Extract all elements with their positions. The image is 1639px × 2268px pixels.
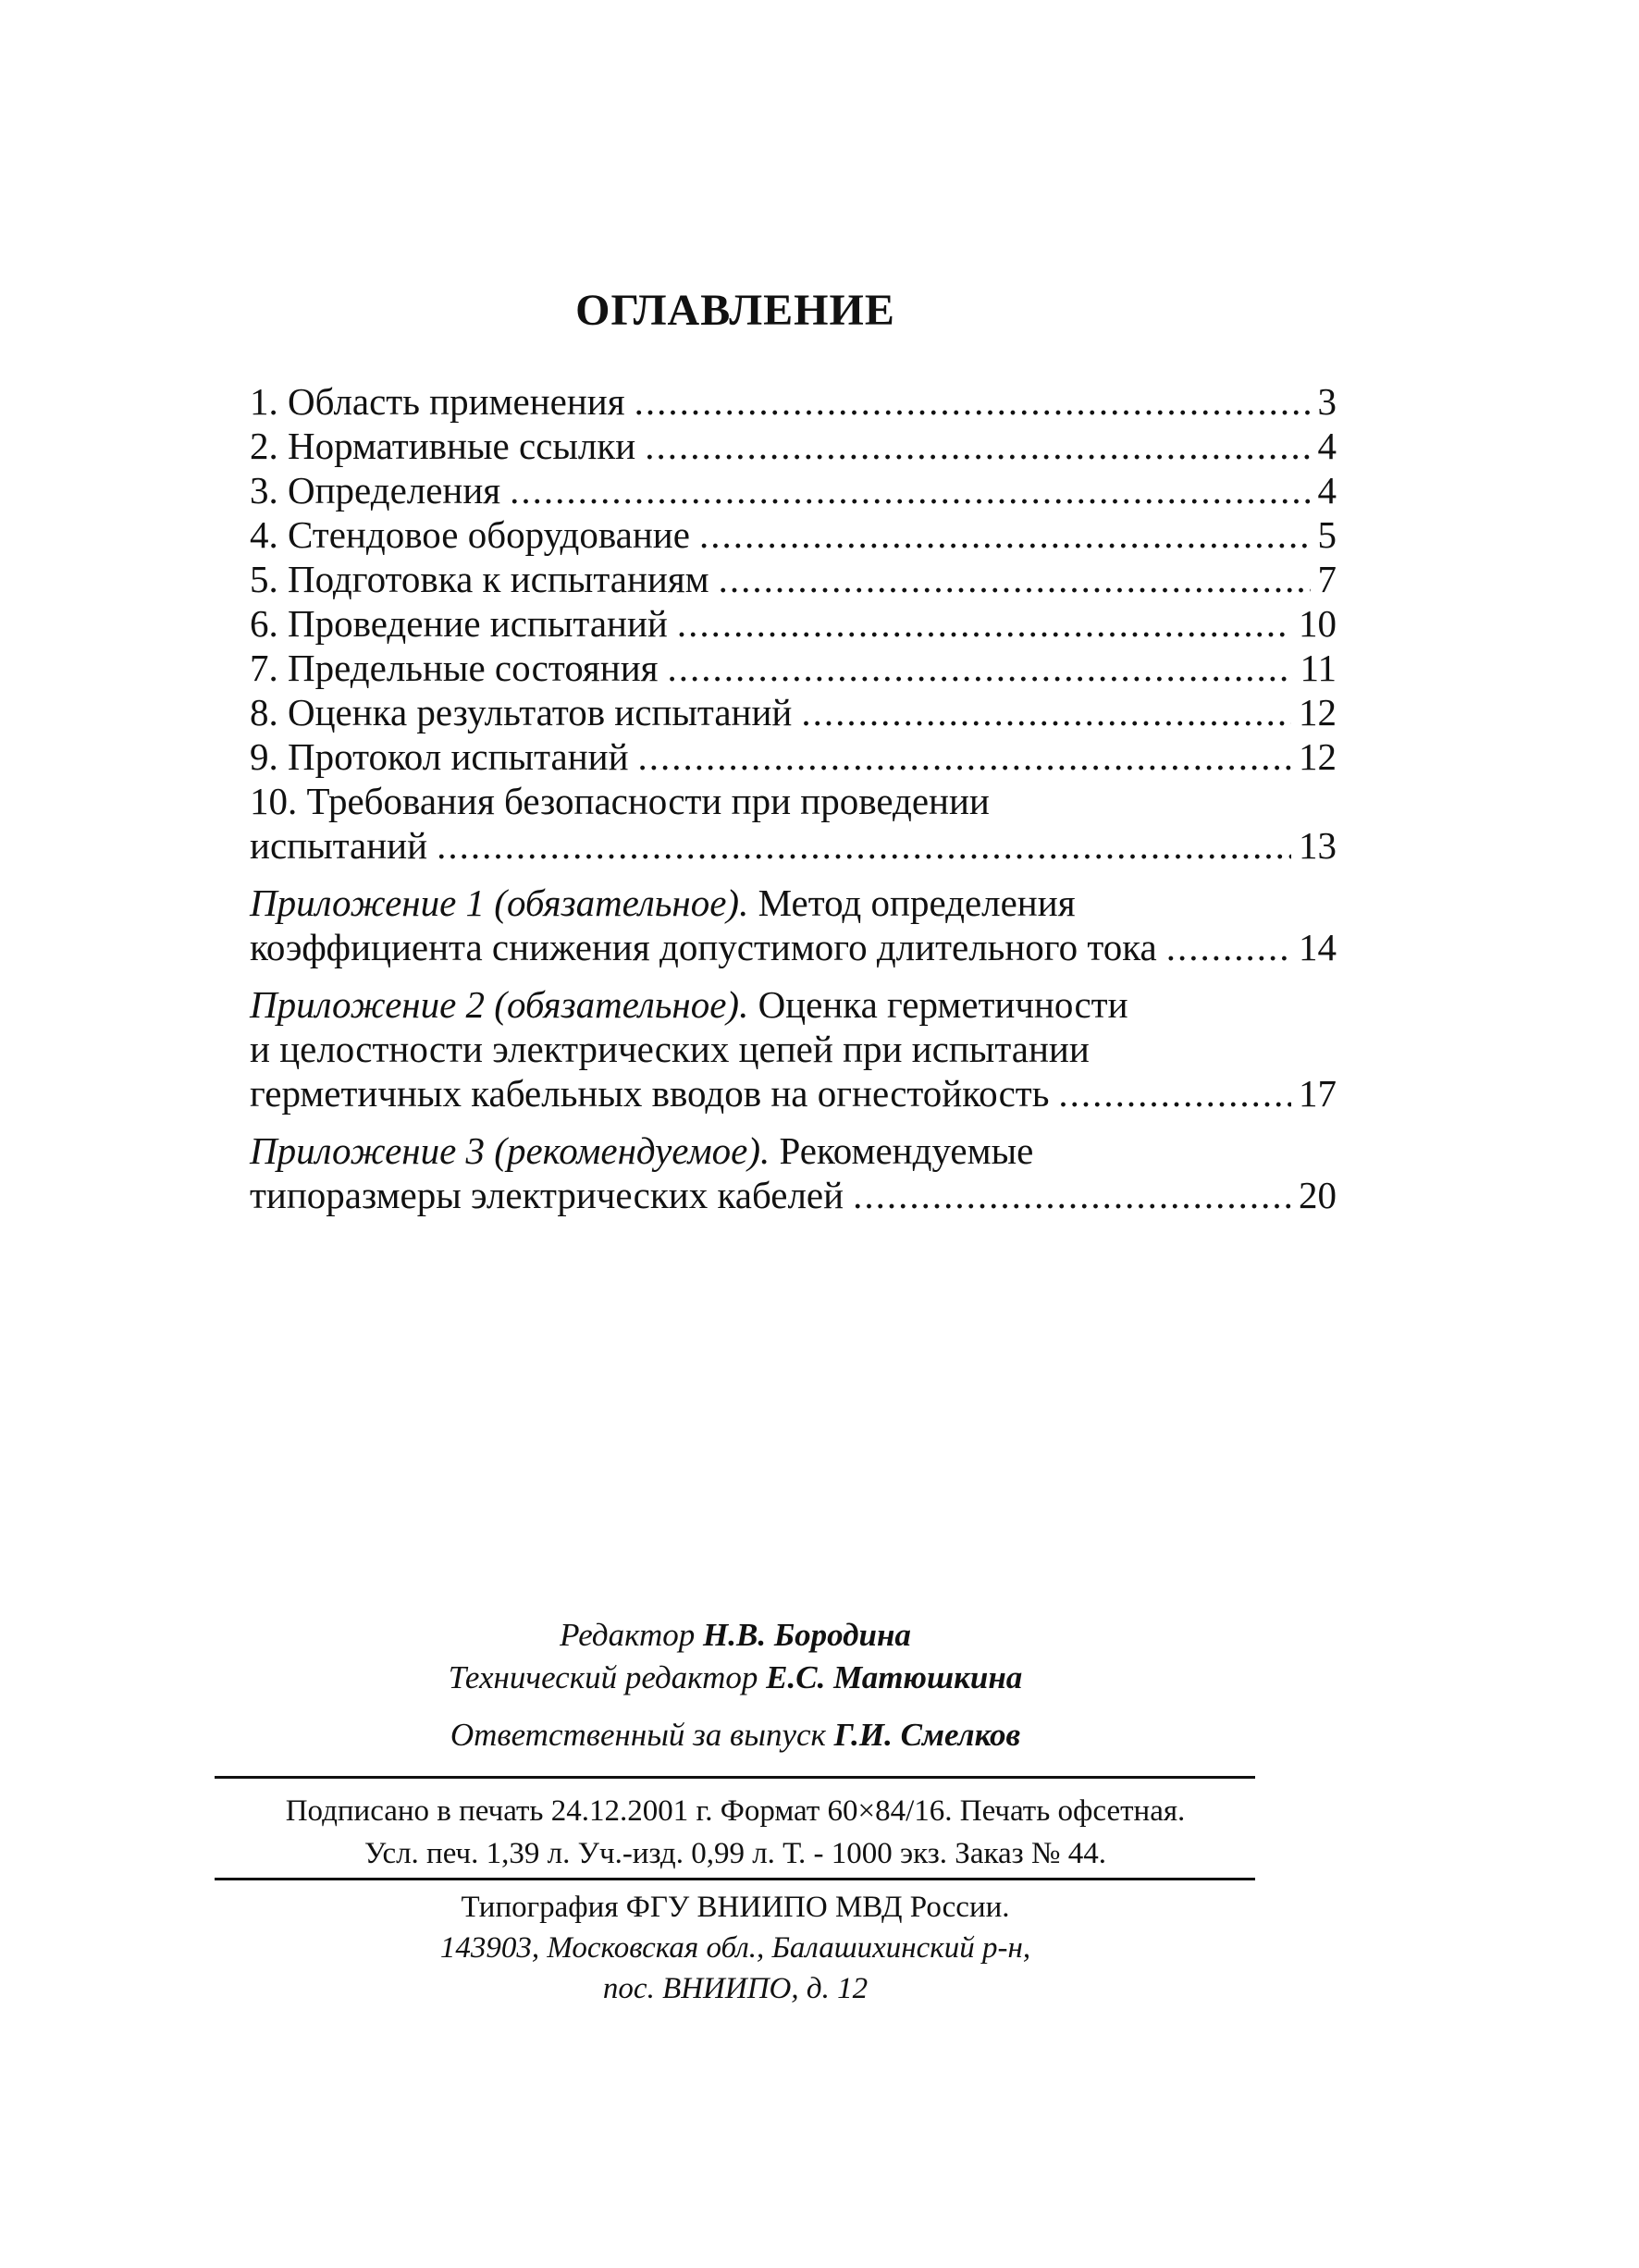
toc-item[interactable] [250,424,1337,468]
toc-item-page: 14 [1299,926,1337,968]
printer-block [0,1887,1471,2009]
toc-appendix[interactable] [250,982,1337,1116]
toc-leader-dots [437,823,1291,868]
toc-item-page: 11 [1300,647,1337,689]
toc-leader-dots [668,646,1293,690]
appendix-title: коэффициента снижения допустимого длительного тока [250,926,1157,968]
toc-leader-dots [677,601,1291,646]
appendix-label: Приложение 3 (рекомендуемое). [250,1129,770,1172]
appendix-label: Приложение 1 (обязательное). [250,881,749,924]
toc-item-page: 13 [1299,824,1337,867]
toc-item-text: 2. Нормативные ссылки [250,425,636,467]
toc-leader-dots [1058,1071,1291,1116]
toc-leader-dots [510,468,1310,512]
toc-item[interactable] [250,734,1337,779]
toc-leader-dots [638,734,1291,779]
table-of-contents [250,379,1337,1217]
toc-item-page: 12 [1299,691,1337,733]
toc-item[interactable] [250,779,1337,868]
appendix-title: типоразмеры электрических кабелей [250,1174,844,1216]
toc-leader-dots [635,379,1311,424]
toc-item-text: 4. Стендовое оборудование [250,513,690,556]
appendix-title: герметичных кабельных вводов на огнестойкость [250,1072,1050,1115]
tech-editor-name: Е.С. Матюшкина [766,1659,1023,1695]
toc-item-text: 1. Область применения [250,380,625,423]
toc-item-text: 9. Протокол испытаний [250,735,629,778]
credits-block [0,1614,1471,1756]
toc-item-text: 7. Предельные состояния [250,647,659,689]
toc-leader-dots [645,424,1310,468]
tech-editor-role: Технический редактор [448,1659,758,1695]
responsible-name: Г.И. Смелков [833,1717,1021,1753]
divider-rule [215,1878,1255,1880]
toc-appendix[interactable] [250,1128,1337,1217]
toc-leader-dots [699,512,1311,557]
toc-item-page: 4 [1317,469,1337,512]
printer-address: пос. ВНИИПО, д. 12 [602,1972,869,2005]
toc-item-text: 10. Требования безопасности при проведении [250,780,990,822]
toc-item[interactable] [250,646,1337,690]
toc-item-text: 8. Оценка результатов испытаний [250,691,793,733]
toc-leader-dots [719,557,1311,601]
toc-item-page: 4 [1317,425,1337,467]
divider-rule [215,1776,1255,1779]
appendix-title: Рекомендуемые [779,1129,1034,1172]
tech-editor-line [0,1657,1471,1699]
editor-role: Редактор [560,1617,696,1653]
responsible-line [0,1714,1471,1756]
toc-item[interactable] [250,690,1337,734]
toc-item[interactable] [250,379,1337,424]
toc-item-page: 3 [1317,380,1337,423]
toc-item-page: 12 [1299,735,1337,778]
appendix-title: Оценка герметичности [758,983,1128,1026]
appendix-label: Приложение 2 (обязательное). [250,983,749,1026]
toc-leader-dots [801,690,1291,734]
page-title: ОГЛАВЛЕНИЕ [575,286,895,335]
toc-item-text: 6. Проведение испытаний [250,602,668,645]
toc-item-page: 7 [1317,558,1337,600]
toc-item[interactable] [250,468,1337,512]
toc-item-page: 20 [1299,1174,1337,1216]
toc-item-page: 5 [1317,513,1337,556]
toc-leader-dots [1166,925,1291,969]
toc-item-text: испытаний [250,824,428,867]
appendix-title: и целостности электрических цепей при испытании [250,1028,1090,1070]
printer-name: Типография ФГУ ВНИИПО МВД России. [461,1891,1010,1924]
imprint-line: Подписано в печать 24.12.2001 г. Формат 60×84/16. Печать офсетная. [285,1794,1186,1828]
printer-address: 143903, Московская обл., Балашихинский р-н, [439,1931,1031,1965]
toc-item[interactable] [250,557,1337,601]
toc-item[interactable] [250,512,1337,557]
toc-leader-dots [853,1173,1291,1217]
imprint-line: Усл. печ. 1,39 л. Уч.-изд. 0,99 л. Т. - 1000 экз. Заказ № 44. [364,1837,1106,1870]
responsible-role: Ответственный за выпуск [450,1717,826,1753]
editor-line [0,1614,1471,1657]
editor-name: Н.В. Бородина [703,1617,911,1653]
appendix-title: Метод определения [758,881,1076,924]
toc-item[interactable] [250,601,1337,646]
toc-item-text: 3. Определения [250,469,501,512]
toc-item-text: 5. Подготовка к испытаниям [250,558,709,600]
toc-item-page: 17 [1299,1072,1337,1115]
toc-item-page: 10 [1299,602,1337,645]
imprint-block [0,1790,1471,1875]
toc-appendix[interactable] [250,881,1337,969]
